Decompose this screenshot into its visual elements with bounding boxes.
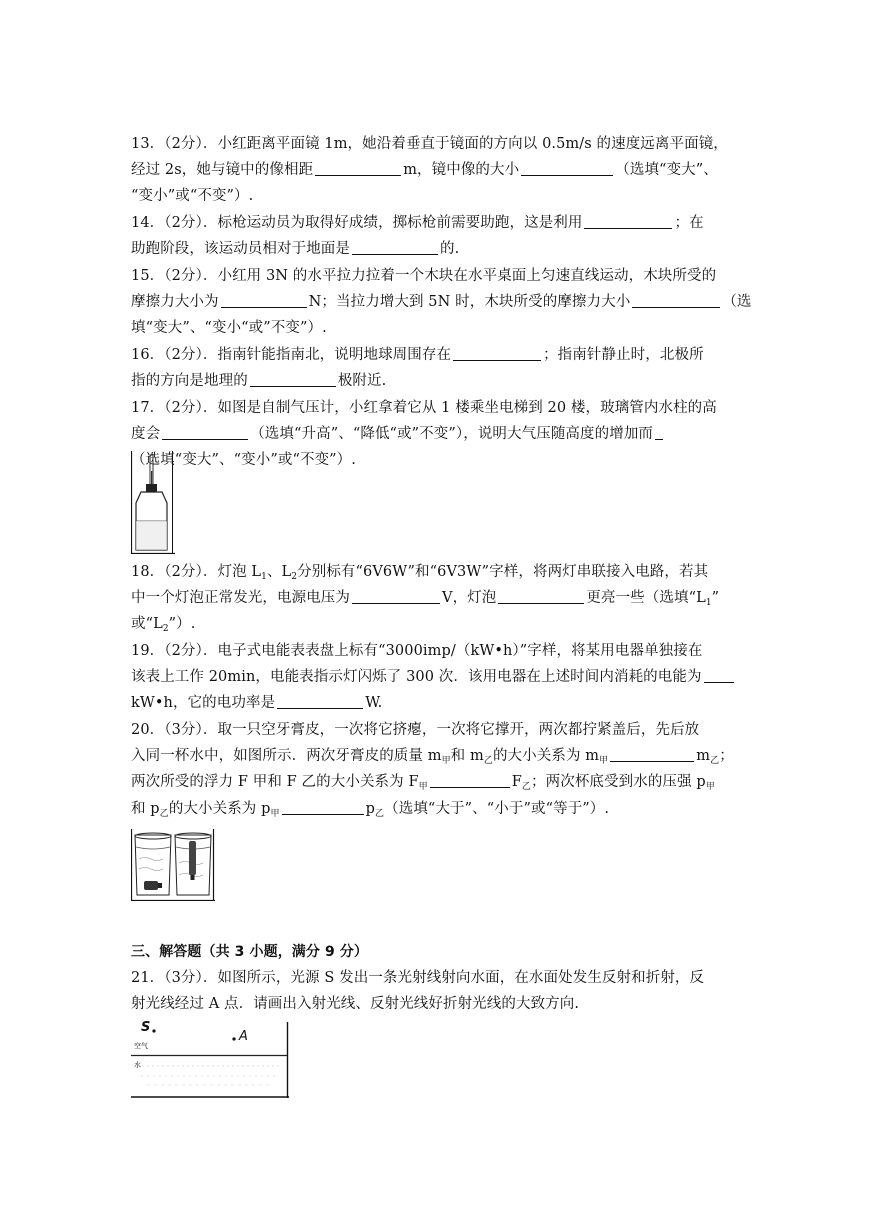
source-s-label: S	[141, 1020, 151, 1035]
answer-blank	[282, 800, 364, 815]
q16-line2: 指的方向是地理的 极附近.	[131, 373, 387, 389]
answer-blank	[221, 293, 307, 308]
q19-line2: 该表上工作 20min，电能表指示灯闪烁了 300 次．该用电器在上述时间内消耗的电能为	[131, 667, 736, 687]
q15-line2: 摩擦力大小为 N；当拉力增大到 5N 时，木块所受的摩擦力大小 （选	[131, 294, 752, 310]
answer-blank	[632, 293, 720, 308]
q20-line2: 入同一杯水中，如图所示．两次牙膏皮的质量 $m_甲$和 $m_乙$的大小关系为 $m_甲$ $m_乙$；	[131, 748, 734, 766]
answer-blank	[315, 161, 401, 176]
answer-blank	[352, 589, 440, 604]
q13-line3: “变小”或“不变”）.	[131, 188, 254, 204]
answer-blank	[352, 240, 438, 255]
answer-blank	[704, 668, 734, 683]
answer-blank	[584, 214, 672, 229]
q18-line2: 中一个灯泡正常发光，电源电压为 V，灯泡 更亮一些（选填“$L_1$”	[131, 590, 720, 608]
light-refraction-figure	[131, 1022, 289, 1098]
q21-line1: 21．（3分）．如图所示，光源 S 发出一条光射线射向水面，在水面处发生反射和折射，反	[131, 970, 705, 986]
answer-blank	[498, 589, 584, 604]
q13-line1: 13．（2分）．小红距离平面镜 1m，她沿着垂直于镜面的方向以 0.5m/s 的速度远离平面镜，	[131, 136, 728, 152]
q20-line1: 20．（3分）．取一只空牙膏皮，一次将它挤瘪，一次将它撑开，两次都拧紧盖后，先后放	[131, 722, 700, 738]
point-a-dot	[232, 1037, 235, 1040]
water-label: 水	[134, 1061, 141, 1069]
q15-line1: 15．（2分）．小红用 3N 的水平拉力拉着一个木块在水平桌面上匀速直线运动，木块所受的	[131, 268, 717, 284]
q19-line3: kW•h，它的电功率是 W.	[131, 695, 383, 711]
q14-line2: 助跑阶段，该运动员相对于地面是 的.	[131, 241, 460, 257]
toothpaste-beakers-figure	[131, 829, 215, 901]
q15-line3: 填“变大”、“变小“或”不变”）.	[131, 320, 327, 336]
q17-line2: 度会 （选填“升高”、“降低“或”不变”），说明大气压随高度的增加而	[131, 424, 665, 444]
answer-blank	[610, 747, 694, 762]
answer-blank	[250, 372, 336, 387]
light-source-dot	[152, 1029, 155, 1032]
q17-line3: （选填“变大”、“变小”或“不变”）.	[131, 452, 356, 468]
q16-line1: 16．（2分）．指南针能指南北，说明地球周围存在 ；指南针静止时，北极所	[131, 347, 704, 363]
answer-blank	[655, 425, 663, 440]
section-heading: 三、解答题（共 3 小题，满分 9 分）	[131, 944, 368, 960]
q14-line1: 14．（2分）．标枪运动员为取得好成绩，掷标枪前需要助跑，这是利用 ；在	[131, 215, 704, 231]
answer-blank	[453, 346, 541, 361]
q21-line2: 射光线经过 A 点．请画出入射光线、反射光线好折射光线的大致方向.	[131, 996, 580, 1012]
point-a-label: A	[239, 1029, 248, 1044]
refraction-figure-frame	[131, 1022, 289, 1098]
answer-blank	[521, 161, 613, 176]
air-label: 空气	[134, 1042, 148, 1050]
q20-line3: 两次所受的浮力 F 甲和 F 乙的大小关系为 $F_甲$ $F_乙$；两次杯底受到水的压强 $p_甲$	[131, 774, 715, 792]
answer-blank	[162, 425, 248, 440]
q13-line2: 经过 2s，她与镜中的像相距 m，镜中像的大小 （选填“变大”、	[131, 162, 718, 178]
answer-blank	[277, 694, 363, 709]
q20-line4: 和 $p_乙$的大小关系为 $p_甲$ $p_乙$（选填“大于”、“小于”或“等于”）.	[131, 801, 610, 819]
answer-blank	[430, 773, 510, 788]
q18-line3: 或“$L_2$”）.	[131, 616, 196, 634]
q17-line1: 17．（2分）．如图是自制气压计，小红拿着它从 1 楼乘坐电梯到 20 楼，玻璃管内水柱的高	[131, 400, 717, 416]
q18-line1: 18．（2分）．灯泡 $L_1$、$L_2$分别标有“6V6W”和“6V3W”字样，将两灯串联接入电路，若其	[131, 564, 709, 582]
q19-line1: 19．（2分）．电子式电能表表盘上标有“3000imp/（kW•h）”字样，将某用电器单独接在	[131, 643, 703, 659]
barometer-figure	[131, 451, 175, 554]
